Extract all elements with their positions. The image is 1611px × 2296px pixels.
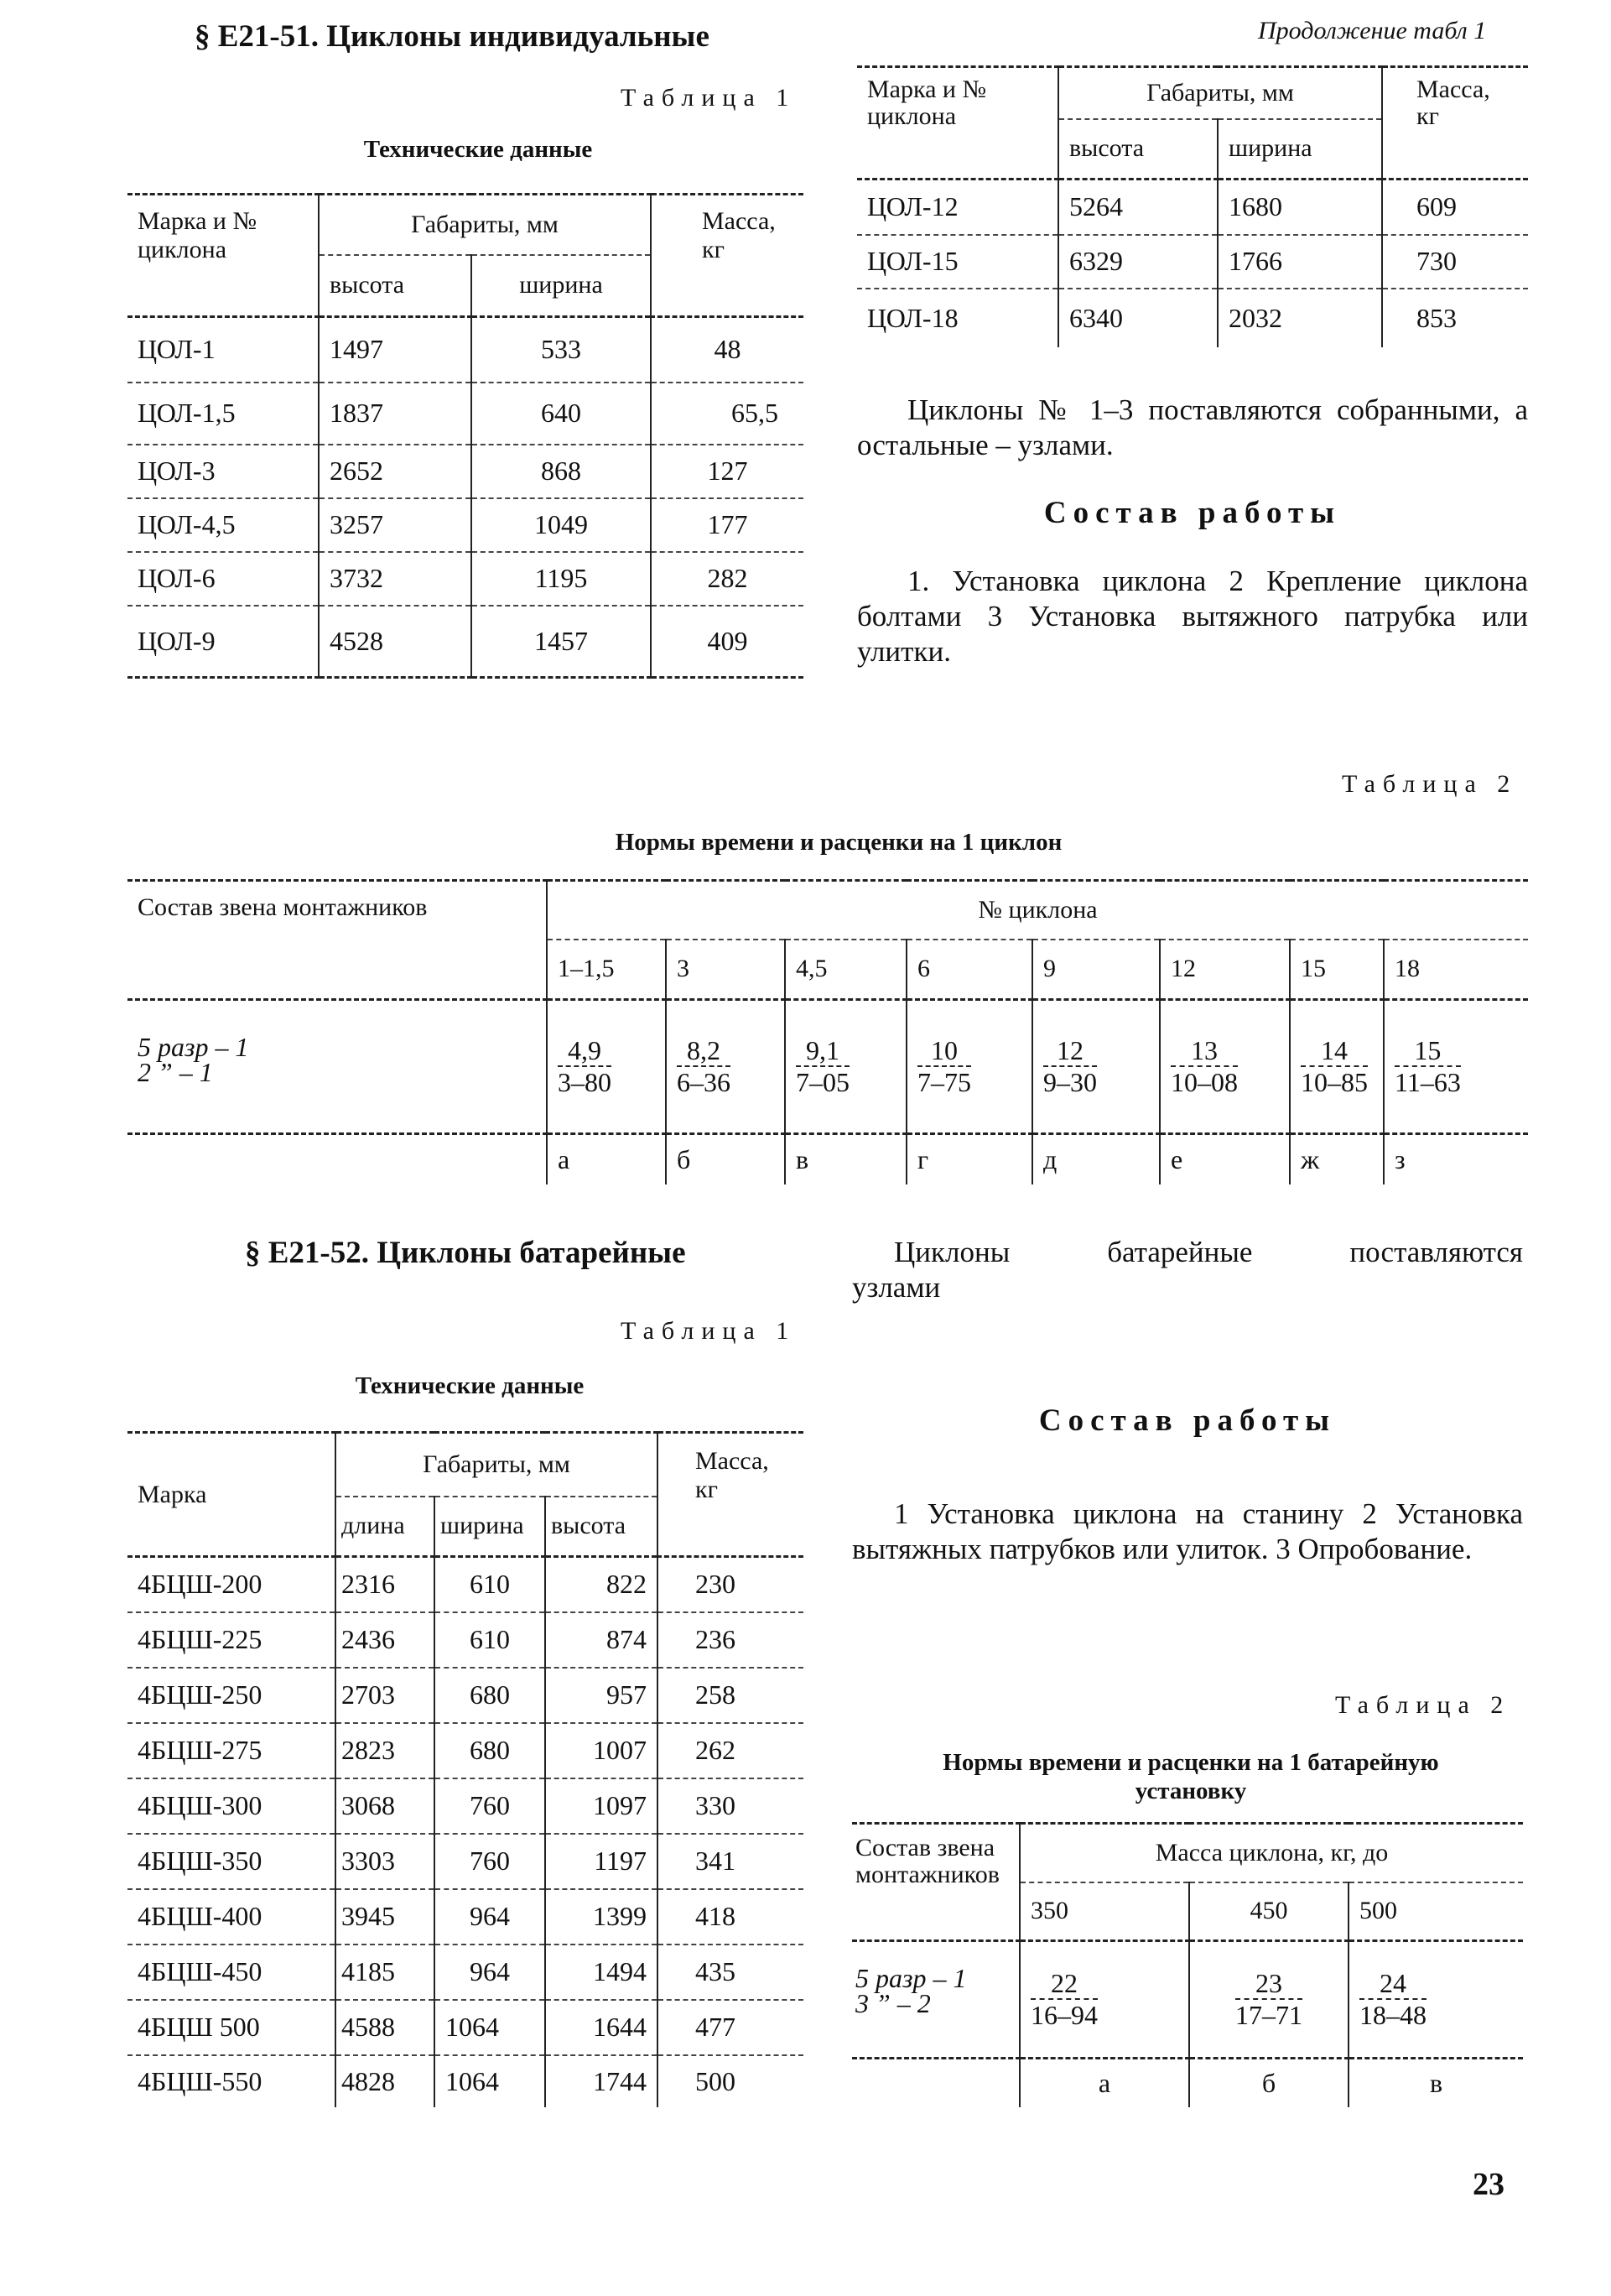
table-title: Нормы времени и расценки на 1 циклон [615, 829, 1063, 856]
table-label: Таблица 2 [1342, 770, 1518, 798]
table-row: ЦОЛ-12 5264 1680 609 [857, 180, 1528, 235]
column-labels-row: 350 450 500 [852, 1882, 1523, 1941]
norm-price-cell: $\frac{14}{10-85}$ [1301, 1034, 1368, 1098]
table-row: ЦОЛ-1 1497 533 48 [127, 317, 803, 383]
col-width-header: ширина [471, 255, 651, 317]
work-composition-text: 1 Установка циклона на станину 2 Установка вытяжных патрубков или улиток. 3 Опробование. [852, 1497, 1523, 1565]
table-row: 4БЦШ-225 2436 610 874 236 [127, 1612, 803, 1668]
col-dims-header: Габариты, мм [1058, 67, 1382, 119]
table-row: 4БЦШ-450 4185 964 1494 435 [127, 1945, 803, 2000]
col-height-header: высота [1058, 119, 1218, 180]
cyclones-individual-table-continued [857, 65, 1528, 347]
norm-price-cell: $\frac{13}{10-08}$ [1171, 1034, 1238, 1098]
crew-composition: 5 разр – 1 3 ” – 2 [852, 1941, 1020, 2059]
table-row: 4БЦШ-300 3068 760 1097 330 [127, 1778, 803, 1834]
norm-price-cell: $\frac{10}{7-75}$ [917, 1034, 971, 1098]
crew-header: Состав звена монтажников [127, 881, 547, 1000]
table-row: ЦОЛ-15 6329 1766 730 [857, 235, 1528, 289]
table-row: ЦОЛ-6 3732 1195 282 [127, 552, 803, 606]
col-dims-header: Габариты, мм [319, 195, 651, 255]
col-mark-header: Марка и № циклона [857, 67, 1058, 180]
table-row: 4БЦШ-275 2823 680 1007 262 [127, 1723, 803, 1778]
col-mass-header: Масса, кг [651, 195, 803, 317]
table-row: ЦОЛ-1,5 1837 640 65,5 [127, 383, 803, 445]
column-labels-row: 1–1,5 3 4,5 6 9 12 15 18 [127, 940, 1528, 1000]
col-mark-header: Марка и № циклона [127, 195, 319, 317]
col-width-header: ширина [1218, 119, 1382, 180]
norm-price-cell: $\frac{8,2}{6-36}$ [677, 1034, 730, 1098]
norm-price-cell: $\frac{12}{9-30}$ [1043, 1034, 1097, 1098]
work-composition-heading: Состав работы [1043, 496, 1342, 530]
battery-delivery-note: Циклоны батарейные поставляются узлами [852, 1236, 1523, 1304]
table-row: 4БЦШ-350 3303 760 1197 341 [127, 1834, 803, 1889]
norm-price-cell: $\frac{23}{17-71}$ [1235, 1967, 1302, 2031]
table-row: 4БЦШ 500 4588 1064 1644 477 [127, 2000, 803, 2055]
table-row: ЦОЛ-18 6340 2032 853 [857, 289, 1528, 347]
table-title: Нормы времени и расценки на 1 батарейную установку [943, 1749, 1439, 1804]
letters-row: а б в [852, 2059, 1523, 2107]
crew-composition: 5 разр – 1 2 ” – 1 [127, 1000, 547, 1134]
norms-row [852, 1941, 1523, 2059]
battery-norms-table [852, 1822, 1523, 2107]
col-width-header: ширина [434, 1497, 545, 1557]
mass-header: Масса циклона, кг, до [1020, 1824, 1523, 1882]
col-height-header: высота [319, 255, 471, 317]
cyclones-battery-table [127, 1431, 803, 2107]
letters-row: а б в г д е ж з [127, 1134, 1528, 1184]
col-mass-header: Масса, кг [657, 1433, 803, 1557]
delivery-note: Циклоны № 1–3 поставляются собранными, а остальные – узлами. [857, 393, 1528, 461]
cyclone-number-header: № циклона [547, 881, 1528, 940]
col-length-header: длина [335, 1497, 434, 1557]
section-heading-e21-51: § Е21-51. Циклоны индивидуальные [195, 19, 709, 54]
work-composition-heading: Состав работы [1038, 1403, 1337, 1438]
table-row: ЦОЛ-3 2652 868 127 [127, 445, 803, 498]
table-row: 4БЦШ-400 3945 964 1399 418 [127, 1889, 803, 1945]
norm-price-cell: $\frac{4,9}{3-80}$ [558, 1034, 611, 1098]
norm-price-cell: $\frac{22}{16-94}$ [1031, 1967, 1098, 2031]
col-height-header: высота [545, 1497, 657, 1557]
norm-price-cell: $\frac{15}{11-63}$ [1395, 1034, 1461, 1098]
table-row: 4БЦШ-550 4828 1064 1744 500 [127, 2055, 803, 2107]
page-number: 23 [1473, 2167, 1504, 2202]
work-composition-text: 1. Установка циклона 2 Крепление циклона болтами 3 Установка вытяжного патрубка или улитки. [857, 565, 1528, 668]
table-label: Таблица 1 [621, 84, 797, 112]
cyclone-norms-table [127, 879, 1528, 1184]
col-mark-header: Марка [127, 1433, 335, 1557]
table-row: 4БЦШ-250 2703 680 957 258 [127, 1668, 803, 1723]
table-row: 4БЦШ-200 2316 610 822 230 [127, 1557, 803, 1612]
norm-price-cell: $\frac{24}{18-48}$ [1359, 1967, 1427, 2031]
col-dims-header: Габариты, мм [335, 1433, 657, 1497]
col-mass-header: Масса, кг [1382, 67, 1528, 180]
norm-price-cell: $\frac{9,1}{7-05}$ [796, 1034, 850, 1098]
table-label: Таблица 1 [621, 1317, 797, 1345]
norms-row [127, 1000, 1528, 1134]
cyclones-individual-table [127, 193, 803, 679]
section-heading-e21-52: § Е21-52. Циклоны батарейные [245, 1236, 686, 1270]
continuation-label: Продолжение табл 1 [1258, 17, 1487, 44]
table-row: ЦОЛ-4,5 3257 1049 177 [127, 498, 803, 552]
table-row: ЦОЛ-9 4528 1457 409 [127, 606, 803, 678]
table-subtitle: Технические данные [355, 1372, 585, 1399]
crew-header: Состав звена монтажников [852, 1824, 1020, 1941]
table-label: Таблица 2 [1335, 1691, 1511, 1719]
table-subtitle: Технические данные [363, 136, 593, 163]
